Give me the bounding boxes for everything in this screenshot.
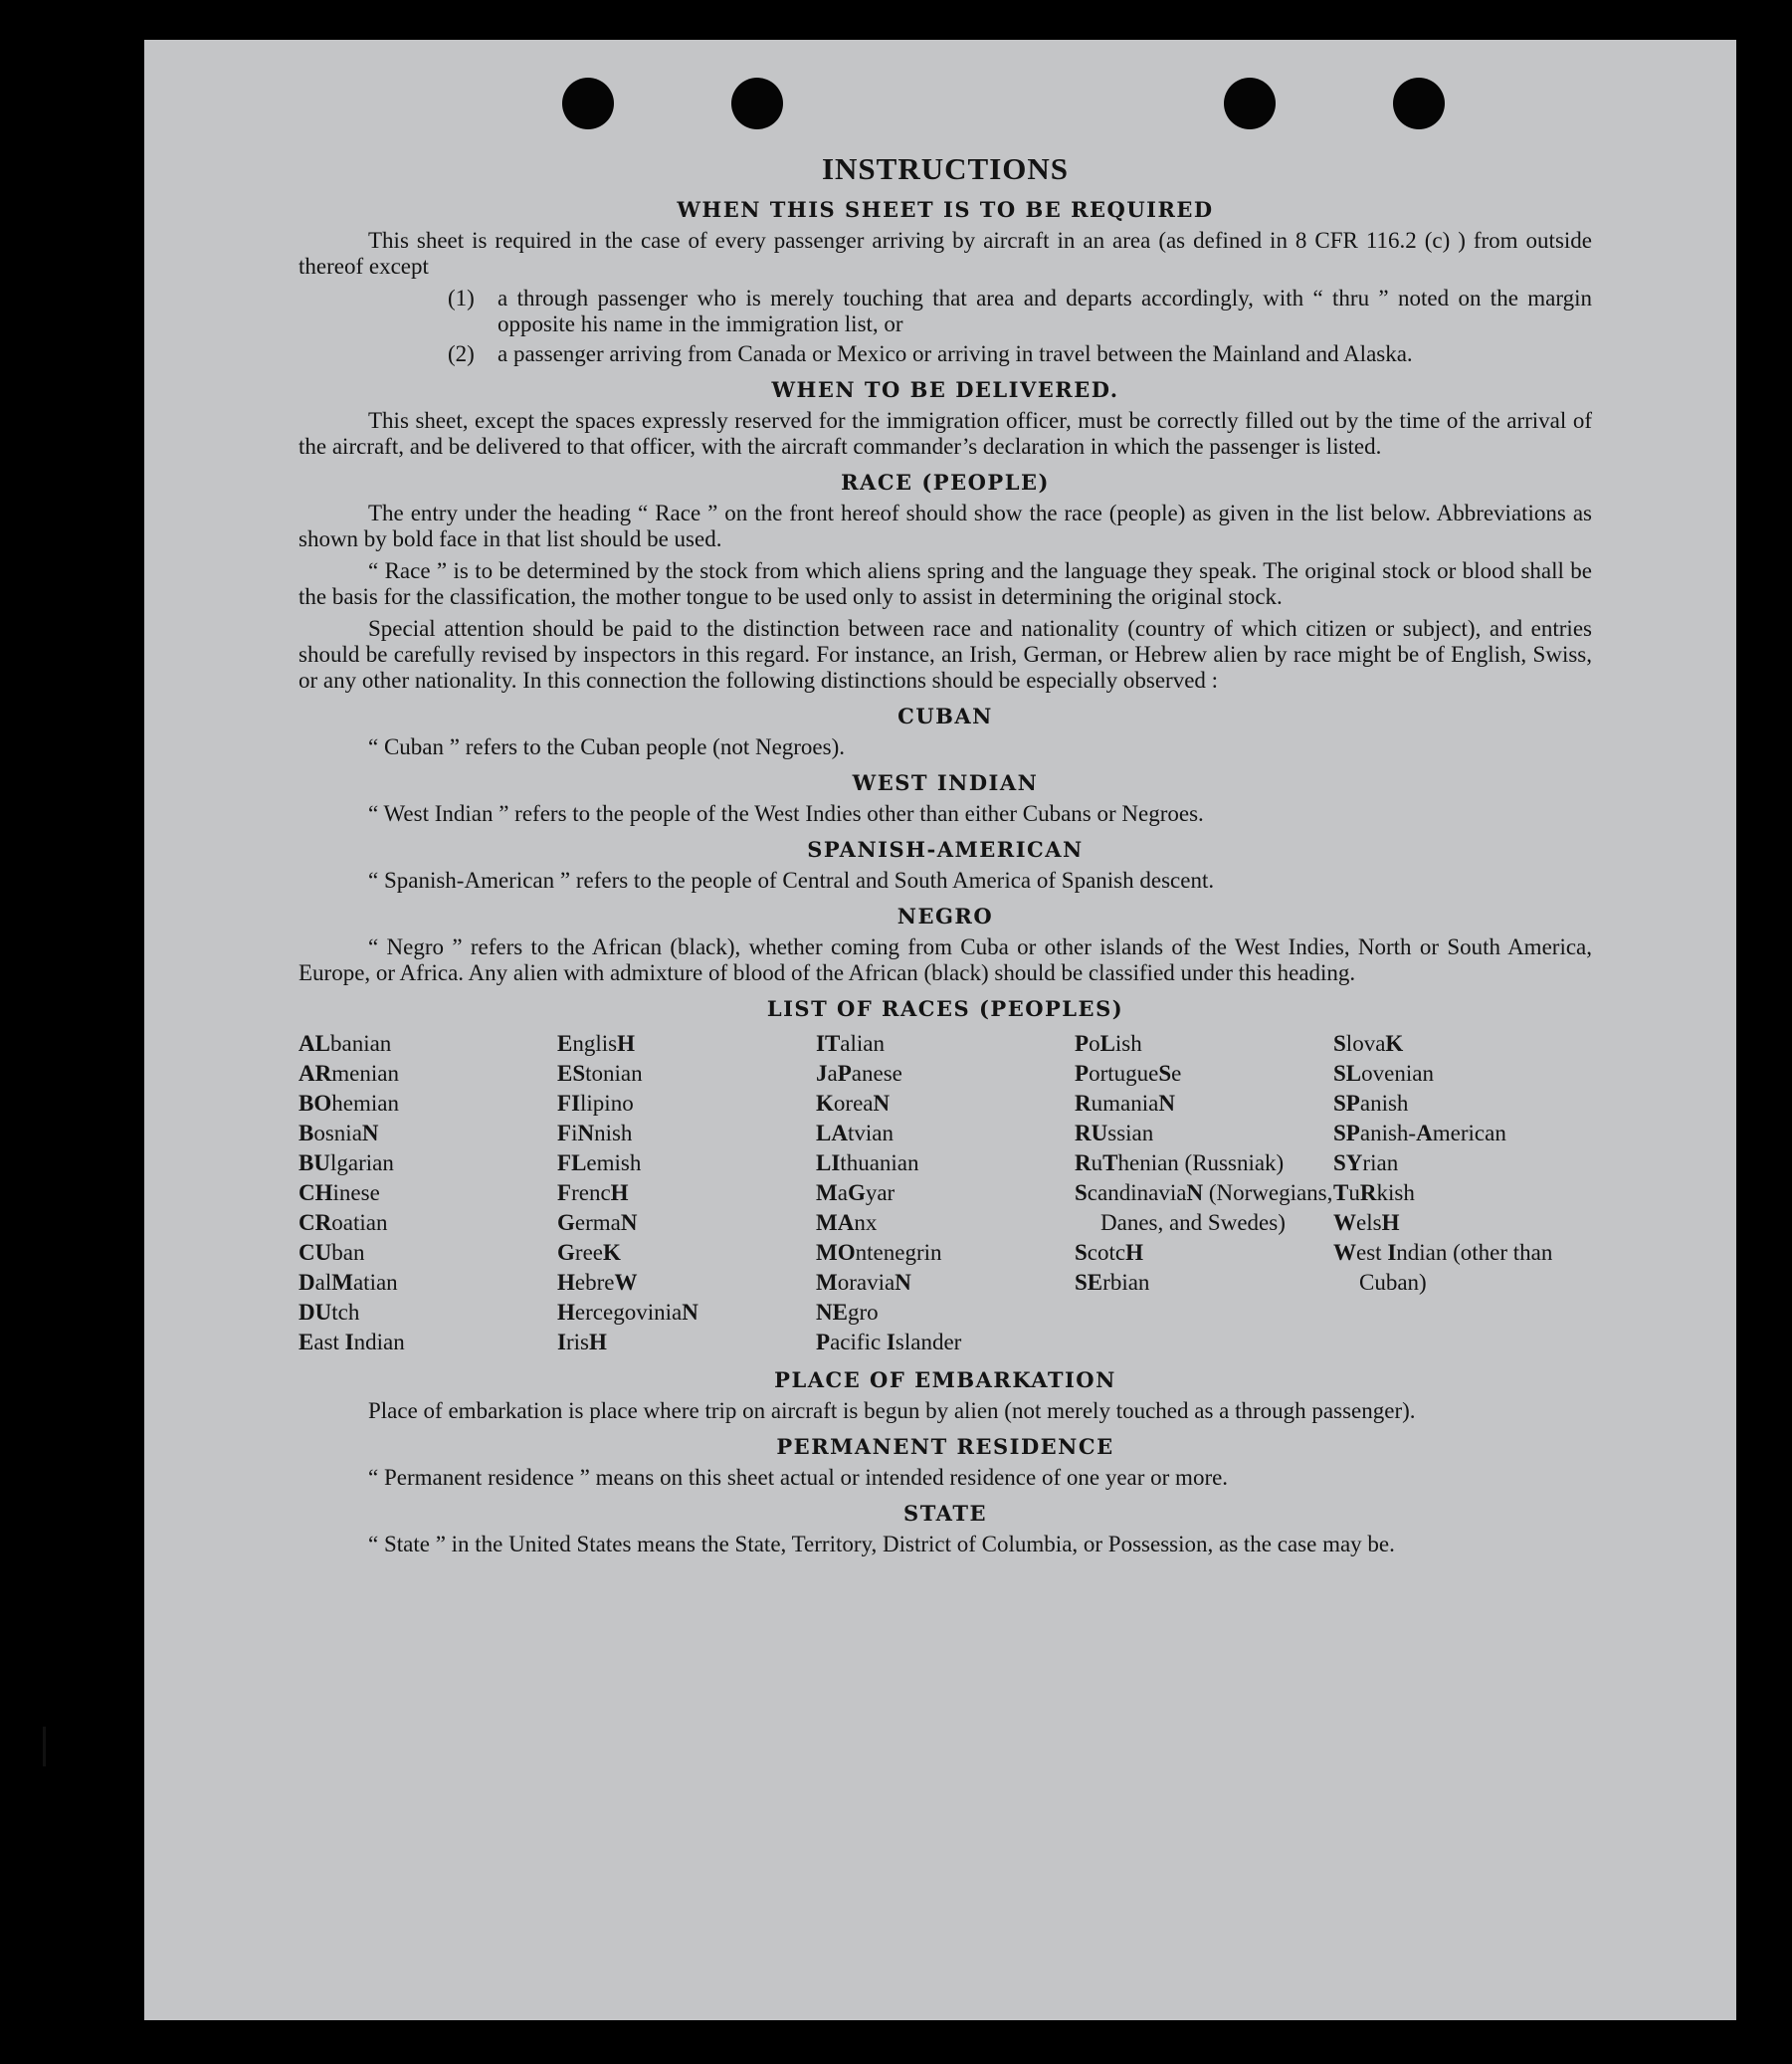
race-paragraph: Special attention should be paid to the distinction between race and nationality (country of which citizen or subject), and entries should be carefully revised by inspectors in this regard. For instance, an Irish, German, or Hebrew alien by race might be of English, Swiss, or any other nationality. In this connection the following distinctions should be especially observed :	[299, 616, 1592, 693]
residence-paragraph: “ Permanent residence ” means on this sheet actual or intended residence of one year or more.	[368, 1465, 1229, 1490]
section-heading-residence: PERMANENT RESIDENCE	[776, 1434, 1114, 1459]
race-item: LAtvian	[816, 1121, 894, 1145]
punch-hole	[731, 78, 783, 129]
race-column	[816, 1029, 1075, 1357]
section-heading-west-indian: WEST INDIAN	[852, 770, 1039, 795]
item-number: (1)	[448, 286, 475, 310]
race-item: SLovenian	[1333, 1061, 1434, 1086]
race-item: HebreW	[557, 1270, 638, 1295]
race-item: BosniaN	[299, 1121, 379, 1145]
race-item: GreeK	[557, 1240, 621, 1265]
race-item: SPanish	[1333, 1091, 1409, 1116]
race-item: TuRkish	[1333, 1180, 1415, 1205]
race-item: SErbian	[1075, 1270, 1150, 1295]
section-heading-state: STATE	[903, 1501, 987, 1526]
page-title: INSTRUCTIONS	[821, 151, 1069, 186]
race-item: SYrian	[1333, 1150, 1399, 1175]
item-number: (2)	[448, 341, 475, 366]
race-item: ITalian	[816, 1031, 886, 1056]
item-text: a through passenger who is merely touching that area and departs accordingly, with “ thru ” noted on the margin opposite his name in the immigration list, or	[498, 286, 1592, 336]
race-item: LIthuanian	[816, 1150, 919, 1175]
race-item: MaGyar	[816, 1180, 896, 1205]
race-item: BOhemian	[299, 1091, 399, 1116]
race-column	[557, 1029, 816, 1357]
race-list-heading: LIST OF RACES (PEOPLES)	[766, 996, 1124, 1021]
spanish-american-paragraph: “ Spanish-American ” refers to the people of Central and South America of Spanish descent.	[368, 868, 1215, 893]
section-heading-spanish-american: SPANISH-AMERICAN	[807, 837, 1084, 862]
race-item: EnglisH	[557, 1031, 635, 1056]
section-heading-delivered: WHEN TO BE DELIVERED.	[771, 377, 1119, 402]
race-item: NEgro	[816, 1300, 879, 1325]
race-item: Pacific Islander	[816, 1330, 962, 1354]
race-item: ARmenian	[299, 1061, 399, 1086]
required-paragraph: This sheet is required in the case of every passenger arriving by aircraft in an area (as defined in 8 CFR 116.2 (c) ) from outside thereof except	[299, 228, 1592, 279]
section-heading-cuban: CUBAN	[897, 704, 993, 728]
west-indian-paragraph: “ West Indian ” refers to the people of the West Indies other than either Cubans or Negroes.	[368, 801, 1204, 826]
race-item: FiNnish	[557, 1121, 633, 1145]
race-item: WelsH	[1333, 1210, 1400, 1235]
section-heading-race: RACE (PEOPLE)	[841, 470, 1050, 495]
race-item: RumaniaN	[1075, 1091, 1175, 1116]
race-item: East Indian	[299, 1330, 405, 1354]
race-item: MOntenegrin	[816, 1240, 942, 1265]
embarkation-paragraph: Place of embarkation is place where trip on aircraft is begun by alien (not merely touched as a through passenger).	[368, 1398, 1416, 1423]
race-item: HercegoviniaN	[557, 1300, 698, 1325]
race-item: KoreaN	[816, 1091, 891, 1116]
section-heading-embarkation: PLACE OF EMBARKATION	[774, 1367, 1116, 1392]
race-column	[1333, 1029, 1592, 1357]
race-list	[299, 1029, 1592, 1357]
punch-hole	[1393, 78, 1445, 129]
race-item: SlovaK	[1333, 1031, 1404, 1056]
state-paragraph: “ State ” in the United States means the State, Territory, District of Columbia, or Possession, as the case may be.	[368, 1532, 1395, 1556]
race-item: PortugueSe	[1075, 1061, 1182, 1086]
race-item: CRoatian	[299, 1210, 388, 1235]
race-item: GermaN	[557, 1210, 638, 1235]
item-text: a passenger arriving from Canada or Mexico or arriving in travel between the Mainland and Alaska.	[498, 341, 1413, 366]
race-item: ScandinaviaN (Norwegians, Danes, and Swedes)	[1075, 1180, 1333, 1235]
race-item: PoLish	[1075, 1031, 1142, 1056]
delivered-paragraph: This sheet, except the spaces expressly reserved for the immigration officer, must be correctly filled out by the time of the arrival of the aircraft, and be delivered to that officer, with the aircraft commander’s declaration in which the passenger is listed.	[299, 408, 1592, 459]
race-item: MoraviaN	[816, 1270, 911, 1295]
race-paragraph: The entry under the heading “ Race ” on the front hereof should show the race (people) as given in the list below. Abbreviations as shown by bold face in that list should be used.	[299, 501, 1592, 551]
punch-hole	[562, 78, 614, 129]
document-page	[144, 40, 1736, 2020]
race-item: BUlgarian	[299, 1150, 394, 1175]
race-item: FIlipino	[557, 1091, 634, 1116]
race-item: IrisH	[557, 1330, 607, 1354]
section-heading-negro: NEGRO	[896, 904, 994, 929]
race-item: EStonian	[557, 1061, 643, 1086]
section-heading-required: WHEN THIS SHEET IS TO BE REQUIRED	[677, 197, 1214, 222]
race-item: SPanish-American	[1333, 1121, 1506, 1145]
race-item: RUssian	[1075, 1121, 1154, 1145]
race-paragraph: “ Race ” is to be determined by the stock from which aliens spring and the language they speak. The original stock or blood shall be the basis for the classification, the mother tongue to be used only to assist in determining the original stock.	[299, 558, 1592, 609]
race-item: JaPanese	[816, 1061, 902, 1086]
race-item: FLemish	[557, 1150, 642, 1175]
race-item: CHinese	[299, 1180, 380, 1205]
race-item: West Indian (other than Cuban)	[1333, 1240, 1553, 1295]
race-item: ScotcH	[1075, 1240, 1144, 1265]
punch-hole	[1224, 78, 1276, 129]
race-item: CUban	[299, 1240, 365, 1265]
race-item: ALbanian	[299, 1031, 392, 1056]
negro-paragraph: “ Negro ” refers to the African (black), whether coming from Cuba or other islands of the West Indies, North or South America, Europe, or Africa. Any alien with admixture of blood of the African (black) should be classified under this heading.	[299, 934, 1592, 985]
race-item: MAnx	[816, 1210, 878, 1235]
race-item: DalMatian	[299, 1270, 398, 1295]
list-item	[448, 286, 1592, 337]
race-item: RuThenian (Russniak)	[1075, 1150, 1285, 1175]
race-item: DUtch	[299, 1300, 360, 1325]
race-column	[1075, 1029, 1333, 1357]
scan-mark	[43, 1727, 46, 1766]
instructions-content	[299, 151, 1592, 1563]
cuban-paragraph: “ Cuban ” refers to the Cuban people (not Negroes).	[368, 734, 846, 759]
race-column	[299, 1029, 557, 1357]
list-item	[448, 341, 1592, 367]
race-item: FrencH	[557, 1180, 629, 1205]
